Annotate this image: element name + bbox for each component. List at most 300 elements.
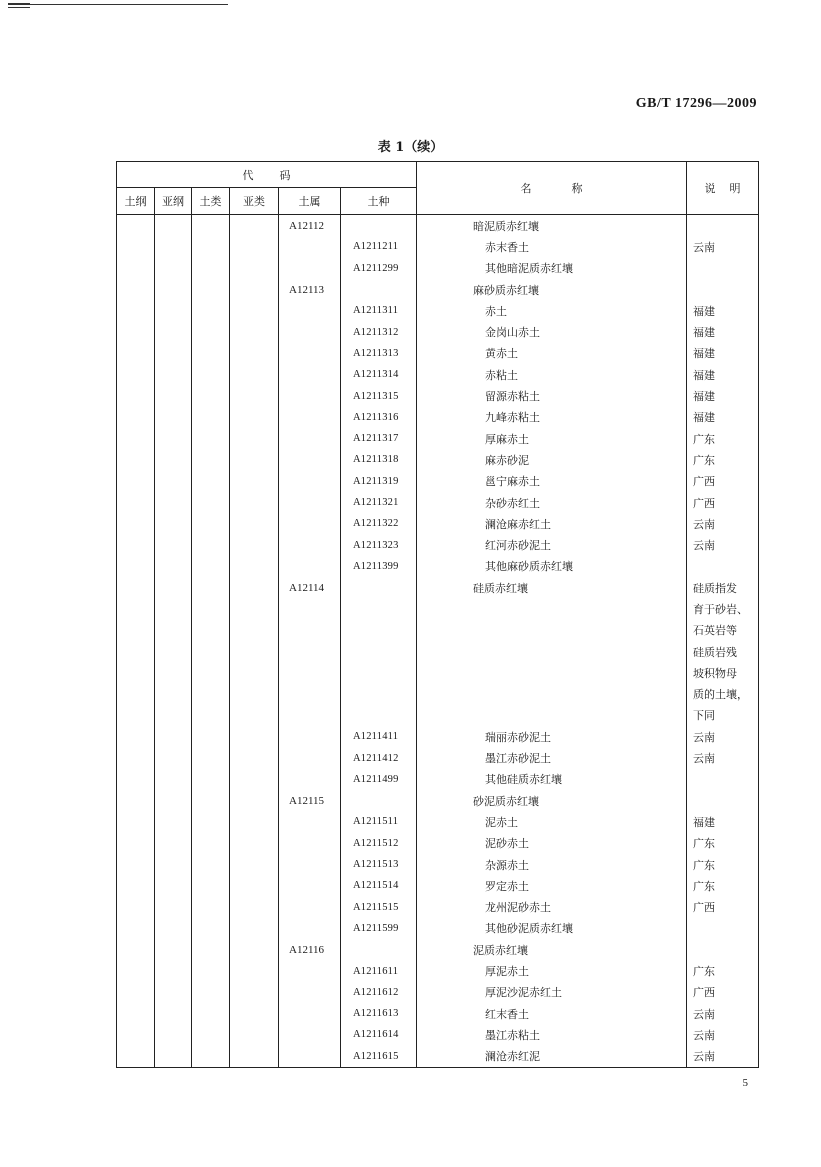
genus-code-cell — [279, 726, 341, 747]
order-cell — [117, 258, 155, 279]
note-cell: 云南 — [687, 513, 759, 534]
genus-code-cell — [279, 492, 341, 513]
soil-name-cell: 红河赤砂泥土 — [417, 534, 687, 555]
soil-name-cell — [417, 598, 687, 619]
suborder-cell — [155, 577, 192, 598]
subgroup-cell — [230, 726, 279, 747]
subgroup-cell — [230, 513, 279, 534]
group-cell — [192, 492, 230, 513]
group-cell — [192, 215, 230, 237]
species-code-cell: A1211615 — [341, 1046, 417, 1068]
note-cell: 坡积物母 — [687, 662, 759, 683]
group-cell — [192, 960, 230, 981]
soil-name-cell: 泥砂赤土 — [417, 833, 687, 854]
order-cell — [117, 449, 155, 470]
soil-name-cell: 暗泥质赤红壤 — [417, 215, 687, 237]
soil-name-cell: 九峰赤粘土 — [417, 407, 687, 428]
table-row — [117, 343, 759, 364]
note-cell: 广西 — [687, 471, 759, 492]
species-column-header: 土种 — [341, 188, 417, 215]
table-title: 表 1（续） — [377, 140, 444, 155]
species-code-cell: A1211412 — [341, 747, 417, 768]
suborder-cell — [155, 321, 192, 342]
note-cell — [687, 769, 759, 790]
subgroup-cell — [230, 215, 279, 237]
order-cell — [117, 960, 155, 981]
subgroup-cell — [230, 385, 279, 406]
subgroup-cell — [230, 662, 279, 683]
subgroup-cell — [230, 1046, 279, 1068]
table-row — [117, 875, 759, 896]
suborder-cell — [155, 620, 192, 641]
subgroup-cell — [230, 556, 279, 577]
note-column-header: 说明 — [687, 162, 759, 215]
table-row — [117, 705, 759, 726]
group-cell — [192, 1003, 230, 1024]
subgroup-cell — [230, 918, 279, 939]
table-row — [117, 684, 759, 705]
note-cell — [687, 918, 759, 939]
species-code-cell: A1211315 — [341, 385, 417, 406]
table-row — [117, 407, 759, 428]
group-cell — [192, 471, 230, 492]
genus-code-cell — [279, 598, 341, 619]
note-cell: 云南 — [687, 1003, 759, 1024]
order-cell — [117, 407, 155, 428]
note-cell — [687, 790, 759, 811]
species-code-cell: A1211515 — [341, 897, 417, 918]
note-cell — [687, 279, 759, 300]
genus-code-cell: A12112 — [279, 215, 341, 237]
table-row — [117, 534, 759, 555]
species-code-cell — [341, 598, 417, 619]
soil-name-cell: 龙州泥砂赤土 — [417, 897, 687, 918]
soil-name-cell — [417, 641, 687, 662]
genus-code-cell — [279, 875, 341, 896]
table-row — [117, 279, 759, 300]
soil-name-cell: 其他砂泥质赤红壤 — [417, 918, 687, 939]
species-code-cell: A1211499 — [341, 769, 417, 790]
group-cell — [192, 811, 230, 832]
subgroup-cell — [230, 875, 279, 896]
group-cell — [192, 747, 230, 768]
genus-code-cell — [279, 833, 341, 854]
subgroup-cell — [230, 705, 279, 726]
group-cell — [192, 534, 230, 555]
suborder-cell — [155, 556, 192, 577]
order-cell — [117, 726, 155, 747]
note-cell: 福建 — [687, 811, 759, 832]
order-cell — [117, 875, 155, 896]
order-cell — [117, 471, 155, 492]
group-cell — [192, 236, 230, 257]
genus-code-cell — [279, 556, 341, 577]
group-cell — [192, 684, 230, 705]
genus-code-cell — [279, 236, 341, 257]
subgroup-cell — [230, 279, 279, 300]
soil-name-cell: 厚泥赤土 — [417, 960, 687, 981]
species-code-cell — [341, 939, 417, 960]
order-cell — [117, 279, 155, 300]
table-row — [117, 321, 759, 342]
suborder-cell — [155, 811, 192, 832]
order-cell — [117, 598, 155, 619]
soil-name-cell: 硅质赤红壤 — [417, 577, 687, 598]
group-cell — [192, 897, 230, 918]
group-cell — [192, 279, 230, 300]
species-code-cell — [341, 684, 417, 705]
genus-code-cell — [279, 747, 341, 768]
order-cell — [117, 364, 155, 385]
table-row — [117, 449, 759, 470]
species-code-cell — [341, 577, 417, 598]
order-cell — [117, 534, 155, 555]
group-cell — [192, 577, 230, 598]
species-code-cell: A1211314 — [341, 364, 417, 385]
note-cell: 福建 — [687, 385, 759, 406]
table-row — [117, 1046, 759, 1068]
subgroup-cell — [230, 449, 279, 470]
subgroup-cell — [230, 471, 279, 492]
species-code-cell — [341, 662, 417, 683]
subgroup-cell — [230, 428, 279, 449]
order-cell — [117, 918, 155, 939]
table-row — [117, 939, 759, 960]
subgroup-cell — [230, 769, 279, 790]
soil-name-cell: 金岗山赤土 — [417, 321, 687, 342]
note-cell: 硅质指发 — [687, 577, 759, 598]
suborder-cell — [155, 364, 192, 385]
subgroup-cell — [230, 854, 279, 875]
species-code-cell: A1211312 — [341, 321, 417, 342]
group-cell — [192, 364, 230, 385]
species-code-cell: A1211511 — [341, 811, 417, 832]
species-code-cell: A1211611 — [341, 960, 417, 981]
genus-code-cell — [279, 684, 341, 705]
group-cell — [192, 833, 230, 854]
soil-name-cell: 瑞丽赤砂泥土 — [417, 726, 687, 747]
soil-name-cell: 其他麻砂质赤红壤 — [417, 556, 687, 577]
order-cell — [117, 790, 155, 811]
group-cell — [192, 1024, 230, 1045]
order-cell — [117, 811, 155, 832]
soil-name-cell: 砂泥质赤红壤 — [417, 790, 687, 811]
suborder-cell — [155, 960, 192, 981]
subgroup-cell — [230, 577, 279, 598]
suborder-cell — [155, 726, 192, 747]
group-cell — [192, 556, 230, 577]
soil-name-cell: 红末香土 — [417, 1003, 687, 1024]
subgroup-cell — [230, 300, 279, 321]
soil-name-cell — [417, 662, 687, 683]
genus-code-cell — [279, 705, 341, 726]
species-code-cell: A1211411 — [341, 726, 417, 747]
order-cell — [117, 982, 155, 1003]
table-row — [117, 960, 759, 981]
order-cell — [117, 492, 155, 513]
order-cell — [117, 620, 155, 641]
subgroup-column-header: 亚类 — [230, 188, 279, 215]
subgroup-cell — [230, 343, 279, 364]
genus-code-cell — [279, 343, 341, 364]
note-cell: 育于砂岩、 — [687, 598, 759, 619]
group-cell — [192, 705, 230, 726]
note-cell: 福建 — [687, 300, 759, 321]
note-cell — [687, 215, 759, 237]
order-cell — [117, 513, 155, 534]
species-code-cell: A1211316 — [341, 407, 417, 428]
genus-code-cell — [279, 641, 341, 662]
suborder-cell — [155, 939, 192, 960]
soil-name-cell — [417, 705, 687, 726]
note-cell: 硅质岩残 — [687, 641, 759, 662]
group-cell — [192, 620, 230, 641]
subgroup-cell — [230, 939, 279, 960]
soil-name-cell: 邕宁麻赤土 — [417, 471, 687, 492]
genus-code-cell — [279, 534, 341, 555]
order-cell — [117, 897, 155, 918]
species-code-cell: A1211318 — [341, 449, 417, 470]
subgroup-cell — [230, 811, 279, 832]
order-cell — [117, 769, 155, 790]
order-cell — [117, 662, 155, 683]
species-code-cell — [341, 705, 417, 726]
suborder-cell — [155, 833, 192, 854]
order-cell — [117, 833, 155, 854]
species-code-cell: A1211512 — [341, 833, 417, 854]
genus-code-cell — [279, 662, 341, 683]
note-cell: 石英岩等 — [687, 620, 759, 641]
scan-line — [8, 4, 228, 5]
soil-name-cell: 赤粘土 — [417, 364, 687, 385]
group-column-header: 土类 — [192, 188, 230, 215]
soil-name-cell: 赤土 — [417, 300, 687, 321]
table-row — [117, 1003, 759, 1024]
suborder-cell — [155, 705, 192, 726]
soil-name-cell — [417, 684, 687, 705]
subgroup-cell — [230, 364, 279, 385]
group-cell — [192, 598, 230, 619]
group-cell — [192, 321, 230, 342]
suborder-cell — [155, 897, 192, 918]
table-row — [117, 1024, 759, 1045]
note-cell — [687, 258, 759, 279]
genus-code-cell — [279, 811, 341, 832]
species-code-cell — [341, 279, 417, 300]
table-row — [117, 236, 759, 257]
genus-code-cell: A12116 — [279, 939, 341, 960]
order-cell — [117, 577, 155, 598]
group-cell — [192, 769, 230, 790]
suborder-cell — [155, 982, 192, 1003]
table-row — [117, 982, 759, 1003]
species-code-cell: A1211311 — [341, 300, 417, 321]
subgroup-cell — [230, 747, 279, 768]
genus-code-cell — [279, 897, 341, 918]
table-row — [117, 471, 759, 492]
subgroup-cell — [230, 534, 279, 555]
species-code-cell: A1211322 — [341, 513, 417, 534]
subgroup-cell — [230, 790, 279, 811]
group-cell — [192, 918, 230, 939]
suborder-cell — [155, 534, 192, 555]
subgroup-cell — [230, 684, 279, 705]
table-row — [117, 790, 759, 811]
suborder-cell — [155, 854, 192, 875]
group-cell — [192, 662, 230, 683]
genus-code-cell: A12113 — [279, 279, 341, 300]
genus-code-cell — [279, 960, 341, 981]
table-row — [117, 215, 759, 237]
soil-name-cell: 厚泥沙泥赤红土 — [417, 982, 687, 1003]
note-cell: 云南 — [687, 1046, 759, 1068]
group-cell — [192, 385, 230, 406]
table-row — [117, 385, 759, 406]
genus-code-cell — [279, 1046, 341, 1068]
genus-code-cell — [279, 1024, 341, 1045]
genus-code-cell — [279, 982, 341, 1003]
species-code-cell: A1211323 — [341, 534, 417, 555]
table-row — [117, 620, 759, 641]
order-cell — [117, 215, 155, 237]
soil-name-cell: 澜沧赤红泥 — [417, 1046, 687, 1068]
note-cell: 云南 — [687, 1024, 759, 1045]
soil-name-cell: 泥质赤红壤 — [417, 939, 687, 960]
soil-name-cell: 留源赤粘土 — [417, 385, 687, 406]
soil-name-cell: 杂砂赤红土 — [417, 492, 687, 513]
note-cell: 云南 — [687, 236, 759, 257]
note-cell — [687, 556, 759, 577]
note-cell: 广西 — [687, 982, 759, 1003]
note-cell: 福建 — [687, 364, 759, 385]
order-column-header: 土纲 — [117, 188, 155, 215]
species-code-cell: A1211614 — [341, 1024, 417, 1045]
table-row — [117, 747, 759, 768]
table-row — [117, 769, 759, 790]
genus-code-cell — [279, 364, 341, 385]
subgroup-cell — [230, 598, 279, 619]
table-row — [117, 918, 759, 939]
suborder-cell — [155, 641, 192, 662]
subgroup-cell — [230, 641, 279, 662]
species-code-cell: A1211612 — [341, 982, 417, 1003]
group-cell — [192, 513, 230, 534]
soil-name-cell: 澜沧麻赤红土 — [417, 513, 687, 534]
note-cell: 福建 — [687, 343, 759, 364]
order-cell — [117, 854, 155, 875]
species-code-cell — [341, 790, 417, 811]
genus-code-cell — [279, 385, 341, 406]
table-row — [117, 300, 759, 321]
group-cell — [192, 428, 230, 449]
note-cell: 广西 — [687, 492, 759, 513]
table-row — [117, 492, 759, 513]
table-row — [117, 897, 759, 918]
group-cell — [192, 300, 230, 321]
subgroup-cell — [230, 833, 279, 854]
suborder-cell — [155, 407, 192, 428]
species-code-cell: A1211211 — [341, 236, 417, 257]
table-row — [117, 598, 759, 619]
species-code-cell — [341, 641, 417, 662]
group-cell — [192, 875, 230, 896]
suborder-cell — [155, 747, 192, 768]
genus-code-cell: A12115 — [279, 790, 341, 811]
group-cell — [192, 407, 230, 428]
soil-name-cell: 其他暗泥质赤红壤 — [417, 258, 687, 279]
subgroup-cell — [230, 258, 279, 279]
genus-code-cell — [279, 769, 341, 790]
species-code-cell: A1211321 — [341, 492, 417, 513]
species-code-cell: A1211313 — [341, 343, 417, 364]
species-code-cell: A1211299 — [341, 258, 417, 279]
group-cell — [192, 982, 230, 1003]
genus-code-cell — [279, 513, 341, 534]
note-cell: 质的土壤， — [687, 684, 759, 705]
order-cell — [117, 321, 155, 342]
order-cell — [117, 939, 155, 960]
soil-name-cell — [417, 620, 687, 641]
suborder-cell — [155, 428, 192, 449]
order-cell — [117, 343, 155, 364]
order-cell — [117, 641, 155, 662]
suborder-cell — [155, 918, 192, 939]
subgroup-cell — [230, 407, 279, 428]
table-row — [117, 854, 759, 875]
group-cell — [192, 726, 230, 747]
suborder-cell — [155, 662, 192, 683]
order-cell — [117, 385, 155, 406]
name-column-header: 名称 — [417, 162, 687, 215]
suborder-cell — [155, 279, 192, 300]
order-cell — [117, 1024, 155, 1045]
soil-classification-table — [116, 161, 759, 1068]
subgroup-cell — [230, 982, 279, 1003]
group-cell — [192, 343, 230, 364]
subgroup-cell — [230, 1024, 279, 1045]
soil-name-cell: 杂源赤土 — [417, 854, 687, 875]
note-cell: 广东 — [687, 428, 759, 449]
soil-name-cell: 厚麻赤土 — [417, 428, 687, 449]
order-cell — [117, 684, 155, 705]
soil-name-cell: 黄赤土 — [417, 343, 687, 364]
soil-name-cell: 其他硅质赤红壤 — [417, 769, 687, 790]
species-code-cell — [341, 215, 417, 237]
genus-code-cell — [279, 321, 341, 342]
suborder-cell — [155, 258, 192, 279]
subgroup-cell — [230, 492, 279, 513]
note-cell: 广东 — [687, 833, 759, 854]
table-row — [117, 577, 759, 598]
suborder-cell — [155, 769, 192, 790]
order-cell — [117, 747, 155, 768]
species-code-cell: A1211317 — [341, 428, 417, 449]
order-cell — [117, 556, 155, 577]
species-code-cell: A1211319 — [341, 471, 417, 492]
soil-name-cell: 赤末香土 — [417, 236, 687, 257]
group-cell — [192, 1046, 230, 1068]
note-cell: 云南 — [687, 534, 759, 555]
genus-code-cell — [279, 300, 341, 321]
suborder-cell — [155, 300, 192, 321]
genus-code-cell — [279, 1003, 341, 1024]
table-row — [117, 556, 759, 577]
suborder-cell — [155, 492, 192, 513]
suborder-cell — [155, 449, 192, 470]
soil-name-cell: 泥赤土 — [417, 811, 687, 832]
suborder-cell — [155, 236, 192, 257]
group-cell — [192, 939, 230, 960]
